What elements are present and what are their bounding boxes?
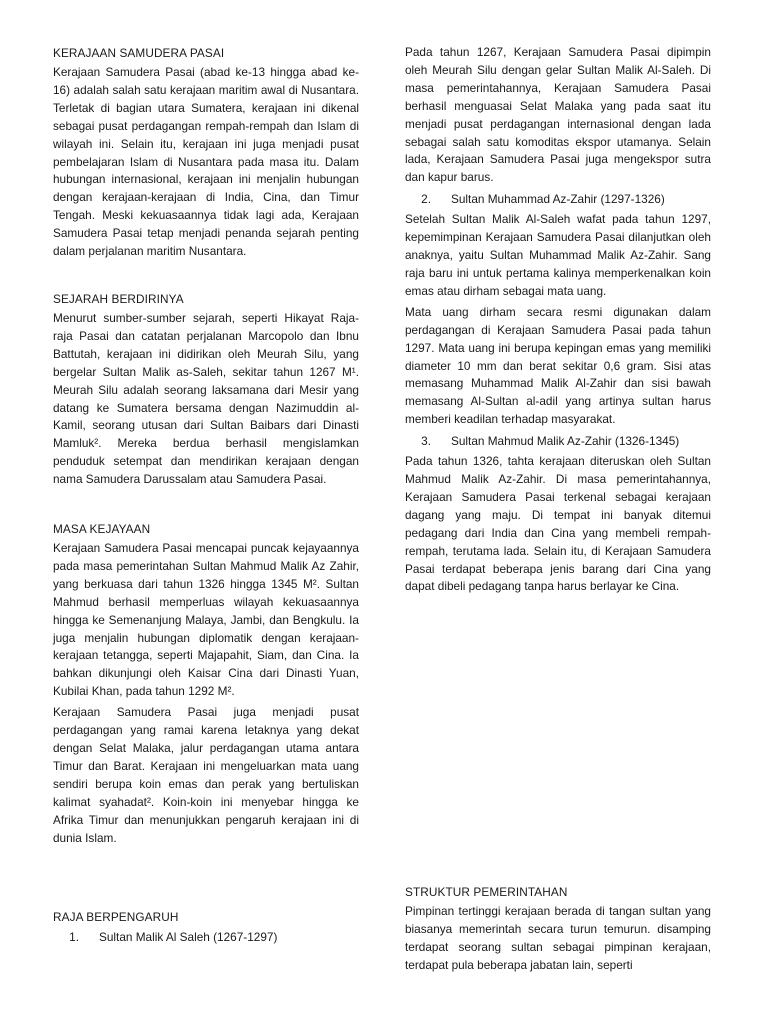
intro-paragraph: Kerajaan Samudera Pasai (abad ke-13 hingga abad ke-16) adalah salah satu kerajaan maritim awal di Nusantara. Terletak di bagian utara Sumatera, kerajaan ini dikenal sebagai pusat perdagangan rempah-rempah dan Islam di wilayah ini. Selain itu, kerajaan ini juga menjadi pusat pembelajaran Islam di Nusantara pada masa itu. Dalam hubungan internasional, kerajaan ini menjalin hubungan dengan kerajaan-kerajaan di India, Cina, dan Timur Tengah. Meski kekuasaannya tidak lagi ada, Kerajaan Samudera Pasai tetap menjadi penanda sejarah penting dalam perjalanan maritim Nusantara. xyxy=(53,65,359,259)
heading-masa-kejayaan: MASA KEJAYAAN xyxy=(53,522,151,536)
section-intro xyxy=(53,44,359,264)
section-masa-kejayaan xyxy=(53,520,359,850)
dirham-paragraph: Mata uang dirham secara resmi digunakan dalam perdagangan di Kerajaan Samudera Pasai pada tahun 1297. Mata uang ini berupa kepingan emas yang memiliki diameter 10 mm dan berat sekitar 0,6 gram. Sisi atas memasang Muhammad Malik Al-Zahir dan sisi bawah memasang Al-Sultan al-adil yang artinya sultan harus memberi keadilan terhadap masyarakat. xyxy=(405,304,711,427)
list-item-sultan-mahmud-malik-az-zahir xyxy=(405,432,711,450)
malik-al-saleh-paragraph: Pada tahun 1267, Kerajaan Samudera Pasai dipimpin oleh Meurah Silu dengan gelar Sultan Malik Al-Saleh. Di masa pemerintahannya, Kerajaan Samudera Pasai berhasil menguasai Selat Malaka yang pada saat itu menjadi pusat perdagangan internasional dengan lada sebagai salah satu komoditas ekspor utamanya. Selain lada, Kerajaan Samudera Pasai juga mengekspor sutra dan kapur barus. xyxy=(405,45,711,185)
sejarah-paragraph: Menurut sumber-sumber sejarah, seperti Hikayat Raja-raja Pasai dan catatan perjalanan Marcopolo dan Ibnu Battutah, kerajaan ini didirikan oleh Meurah Silu, yang bergelar Sultan Malik as-Saleh, sekitar tahun 1267 M¹. Meurah Silu adalah seorang laksamana dari Mesir yang datang ke Sumatera bersama dengan Nazimuddin al-Kamil, seorang utusan dari Sultan Baibars dari Dinasti Mamluk². Mereka berdua berhasil mengislamkan penduduk setempat dan mendirikan kerajaan dengan nama Samudera Darussalam atau Samudera Pasai. xyxy=(53,311,359,487)
list-item-sultan-malik-al-saleh xyxy=(53,928,359,946)
section-sejarah-berdirinya xyxy=(53,290,359,492)
heading-sejarah-berdirinya: SEJARAH BERDIRINYA xyxy=(53,292,184,306)
muhammad-az-zahir-paragraph: Setelah Sultan Malik Al-Saleh wafat pada tahun 1297, kepemimpinan Kerajaan Samudera Pasai dilanjutkan oleh anaknya, yaitu Sultan Muhammad Malik Az-Zahir. Sang raja baru ini untuk pertama kalinya memperkenalkan koin emas atau dirham sebagai mata uang. xyxy=(405,212,711,298)
list-text: Sultan Malik Al Saleh (1267-1297) xyxy=(99,930,278,944)
list-number: 3. xyxy=(421,434,431,449)
list-number: 2. xyxy=(421,192,431,207)
kejayaan-paragraph-2: Kerajaan Samudera Pasai juga menjadi pusat perdagangan yang ramai karena letaknya yang dekat dengan Selat Malaka, jalur perdagangan utama antara Timur dan Barat. Kerajaan ini mengeluarkan mata uang sendiri berupa koin emas dan perak yang bertuliskan kalimat syahadat². Koin-koin ini menyebar hingga ke Afrika Timur dan menunjukkan pengaruh kerajaan ini di dunia Islam. xyxy=(53,705,359,845)
kejayaan-paragraph-1: Kerajaan Samudera Pasai mencapai puncak kejayaannya pada masa pemerintahan Sultan Mahmud Malik Az Zahir, yang berkuasa dari tahun 1326 hingga 1345 M². Sultan Mahmud berhasil memperluas wilayah kekuasaannya hingga ke Semenanjung Malaya, Jambi, dan Bengkulu. Ia juga menjalin hubungan diplomatik dengan kerajaan-kerajaan tetangga, seperti Majapahit, Siam, dan Cina. Ia bahkan dikunjungi oleh Kaisar Cina dari Dinasti Yuan, Kubilai Khan, pada tahun 1292 M². xyxy=(53,541,359,699)
list-item-sultan-muhammad-az-zahir xyxy=(405,190,711,208)
heading-struktur-pemerintahan: STRUKTUR PEMERINTAHAN xyxy=(405,885,568,899)
heading-kerajaan-samudera-pasai: KERAJAAN SAMUDERA PASAI xyxy=(53,46,225,60)
list-number: 1. xyxy=(69,930,79,944)
list-text: Sultan Muhammad Az-Zahir (1297-1326) xyxy=(451,192,665,207)
heading-raja-berpengaruh: RAJA BERPENGARUH xyxy=(53,910,179,924)
struktur-paragraph: Pimpinan tertinggi kerajaan berada di tangan sultan yang biasanya memerintah secara turun temurun. disamping terdapat seorang sultan sebagai pimpinan kerajaan, terdapat pula beberapa jabatan lain, seperti xyxy=(405,904,711,972)
mahmud-malik-paragraph: Pada tahun 1326, tahta kerajaan diteruskan oleh Sultan Mahmud Malik Az-Zahir. Di masa pemerintahannya, Kerajaan Samudera Pasai terkenal sebagai kerajaan dagang yang maju. Di tempat ini banyak ditemui pedagang dari India dan Cina yang membeli rempah-rempah, terutama lada. Selain itu, di Kerajaan Samudera Pasai terdapat beberapa jenis barang dari Cina yang dapat dibeli pedagang tanpa harus berlayar ke Cina. xyxy=(405,454,711,594)
section-struktur-pemerintahan xyxy=(405,883,711,978)
list-text: Sultan Mahmud Malik Az-Zahir (1326-1345) xyxy=(451,434,680,449)
section-raja-continued xyxy=(405,44,711,599)
section-raja-berpengaruh xyxy=(53,908,359,949)
